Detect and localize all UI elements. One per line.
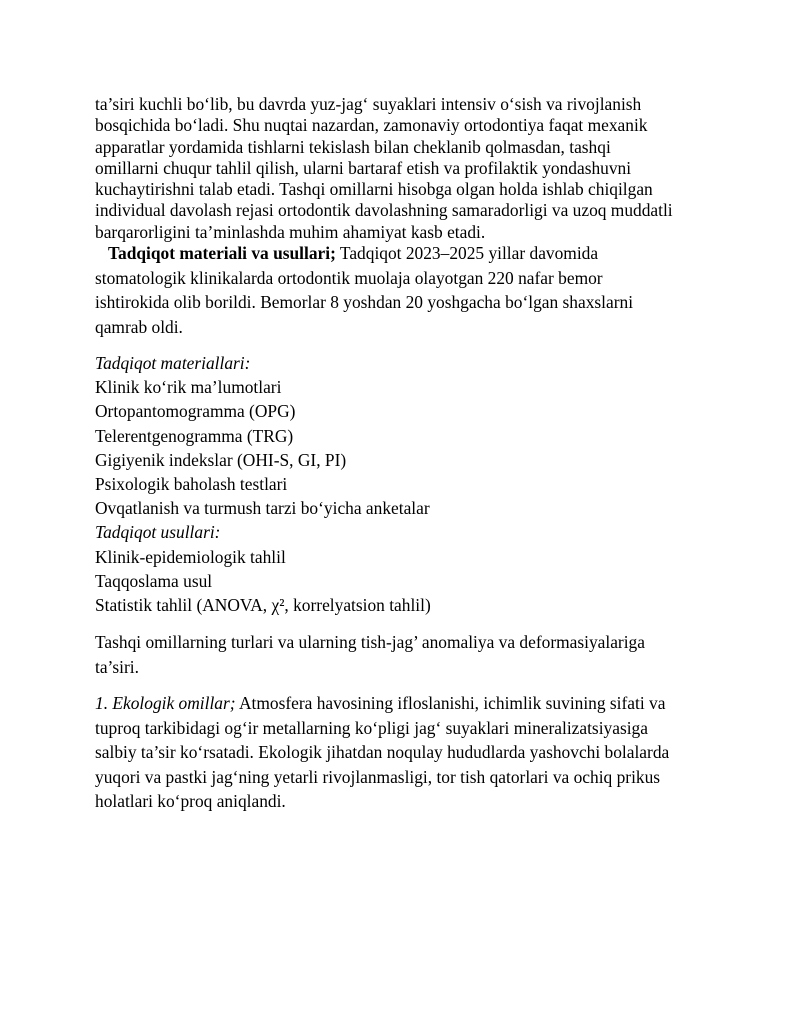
materials-methods-list	[95, 351, 715, 617]
list-item: Ortopantomogramma (OPG)	[95, 401, 296, 422]
text-line: ta’siri kuchli bo‘lib, bu davrda yuz-jag‘ suyaklari intensiv o‘sish va rivojlanish	[95, 94, 642, 114]
text-line: barqarorligini ta’minlashda muhim ahamiyat kasb etadi.	[95, 221, 486, 242]
text-line: individual davolash rejasi ortodontik davolashning samaradorligi va uzoq muddatli	[95, 200, 673, 221]
list-item: Gigiyenik indekslar (OHI-S, GI, PI)	[95, 449, 347, 470]
list-item: Ovqatlanish va turmush tarzi bo‘yicha anketalar	[95, 498, 430, 519]
text-line: ta’siri.	[95, 656, 139, 677]
text-line	[95, 691, 715, 716]
list-item: Klinik ko‘rik ma’lumotlari	[95, 377, 282, 398]
text-line: stomatologik klinikalarda ortodontik muolaja olayotgan 220 nafar bemor	[95, 267, 603, 288]
list-item: Taqqoslama usul	[95, 570, 213, 591]
text-run: Tadqiqot 2023–2025 yillar davomida	[335, 243, 599, 263]
text-line	[95, 241, 715, 266]
text-line: tuproq tarkibidagi og‘ir metallarning ko‘pligi jag‘ suyaklari mineralizatsiyasiga	[95, 717, 648, 738]
text-run: Atmosfera havosining ifloslanishi, ichimlik suvining sifati va	[235, 693, 666, 713]
materials-heading: Tadqiqot materiallari:	[95, 353, 251, 373]
list-item: Statistik tahlil (ANOVA, χ², korrelyatsion tahlil)	[95, 595, 431, 616]
intro-paragraph	[95, 94, 715, 243]
text-line: ishtirokida olib borildi. Bemorlar 8 yoshdan 20 yoshgacha bo‘lgan shaxslarni	[95, 292, 634, 312]
text-line: kuchaytirishni talab etadi. Tashqi omillarni hisobga olgan holda ishlab chiqilgan	[95, 179, 653, 200]
text-line: holatlari ko‘proq aniqlandi.	[95, 791, 286, 811]
text-line: Tashqi omillarning turlari va ularning tish-jag’ anomaliya va deformasiyalariga	[95, 632, 645, 652]
list-item: Klinik-epidemiologik tahlil	[95, 546, 286, 567]
ecology-paragraph	[95, 691, 715, 814]
subsection-heading: 1. Ekologik omillar;	[95, 693, 236, 713]
list-item: Telerentgenogramma (TRG)	[95, 425, 294, 446]
text-line: yuqori va pastki jag‘ning yetarli rivojlanmasligi, tor tish qatorlari va ochiq prikus	[95, 766, 661, 787]
list-item: Psixologik baholash testlari	[95, 474, 288, 495]
factors-paragraph	[95, 630, 715, 679]
text-line: bosqichida bo‘ladi. Shu nuqtai nazardan, zamonaviy ortodontiya faqat mexanik	[95, 115, 648, 136]
section-heading: Tadqiqot materiali va usullari;	[108, 243, 336, 263]
materials-paragraph	[95, 241, 715, 339]
text-line: apparatlar yordamida tishlarni tekislash bilan cheklanib qolmasdan, tashqi	[95, 136, 611, 157]
text-line: omillarni chuqur tahlil qilish, ularni bartaraf etish va profilaktik yondashuvni	[95, 157, 632, 178]
text-line: qamrab oldi.	[95, 316, 183, 337]
methods-heading: Tadqiqot usullari:	[95, 522, 221, 543]
text-line: salbiy ta’sir ko‘rsatadi. Ekologik jihatdan noqulay hududlarda yashovchi bolalarda	[95, 742, 670, 762]
